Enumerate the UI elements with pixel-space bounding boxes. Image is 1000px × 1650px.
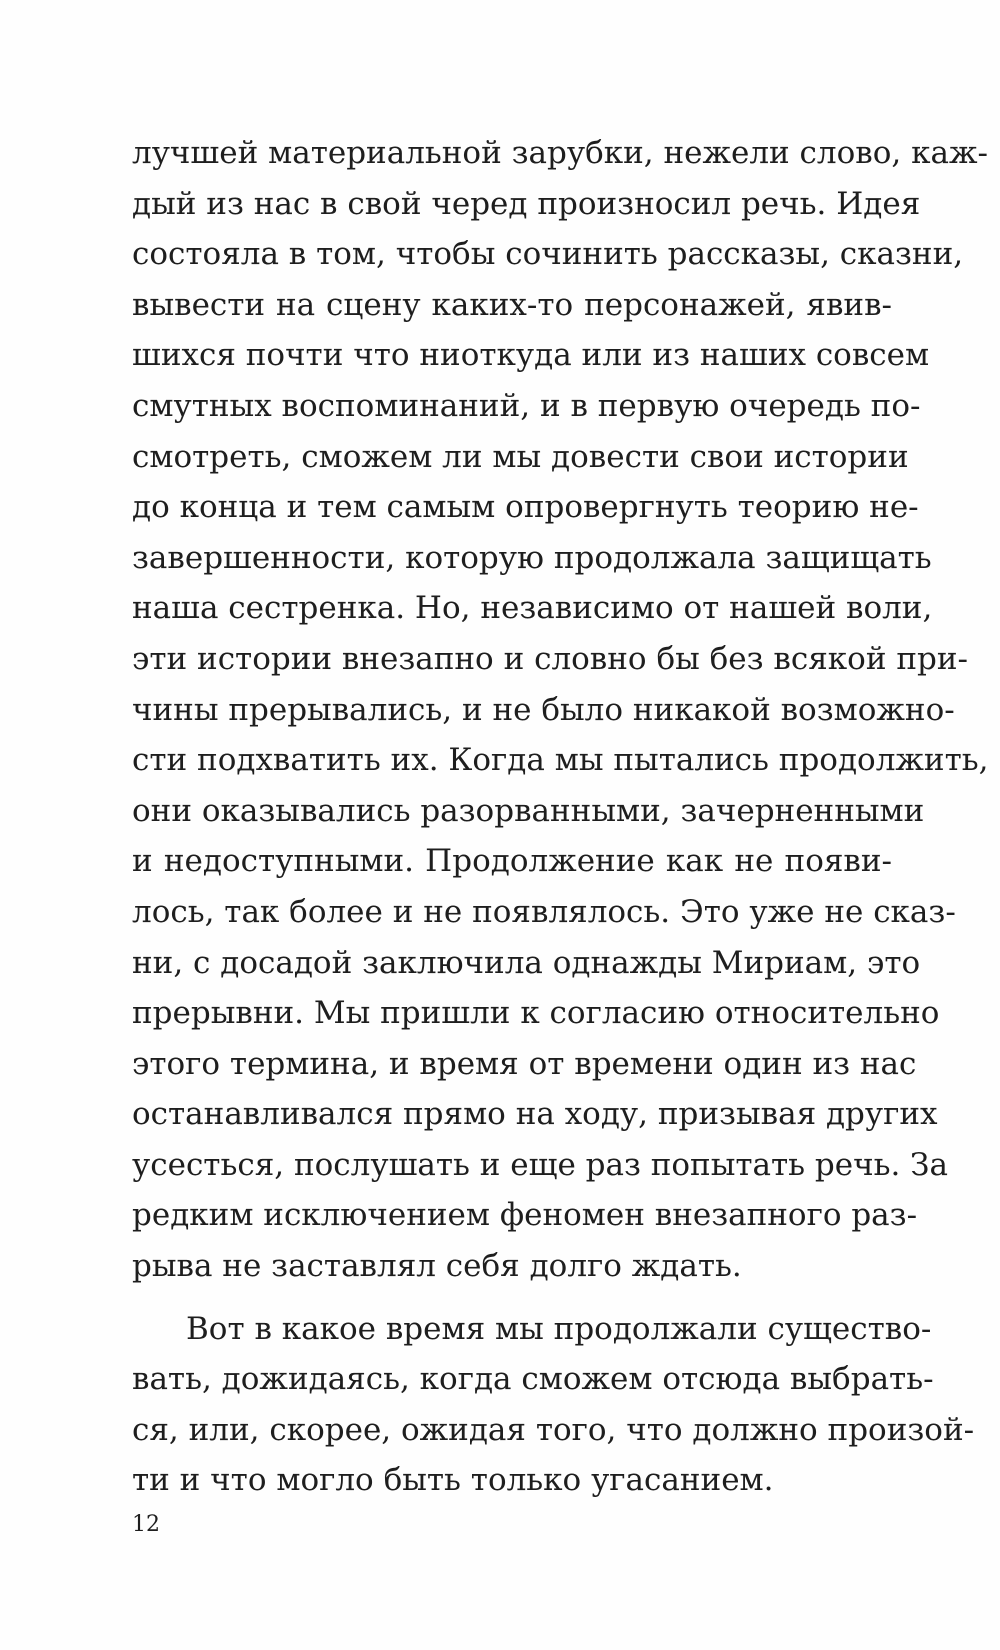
text-line: завершенности, которую продолжала защищать <box>132 539 932 576</box>
text-line: редким исключением феномен внезапного раз- <box>132 1197 918 1234</box>
text-line: вать, дожидаясь, когда сможем отсюда выбрать- <box>132 1361 934 1398</box>
text-line: останавливался прямо на ходу, призывая других <box>132 1096 938 1133</box>
paragraph-gap <box>132 1292 892 1304</box>
text-line: лучшей материальной зарубки, нежели слово, каж- <box>132 135 988 171</box>
paragraph-2 <box>132 1304 975 1506</box>
text-line: этого термина, и время от времени один из нас <box>132 1045 917 1082</box>
text-line: прерывни. Мы пришли к согласию относительно <box>132 995 940 1032</box>
text-line: до конца и тем самым опровергнуть теорию не- <box>132 489 919 526</box>
text-line: ти и что могло быть только угасанием. <box>132 1462 774 1499</box>
text-line: смотреть, сможем ли мы довести свои истории <box>132 438 909 475</box>
text-line: шихся почти что ниоткуда или из наших совсем <box>132 337 930 374</box>
text-line: ся, или, скорее, ожидая того, что должно произой- <box>132 1411 975 1448</box>
text-line: вывести на сцену каких-то персонажей, явив- <box>132 286 892 323</box>
text-line: смутных воспоминаний, и в первую очередь по- <box>132 387 921 424</box>
text-line: чины прерывались, и не было никакой возможно- <box>132 691 955 728</box>
text-line: дый из нас в свой черед произносил речь. Идея <box>132 185 921 222</box>
text-line: и недоступными. Продолжение как не появи- <box>132 843 892 880</box>
paragraph-1 <box>132 128 989 1292</box>
page-number: 12 <box>132 1512 160 1537</box>
text-line: они оказывались разорванными, зачерненными <box>132 792 925 829</box>
text-line: ни, с досадой заключила однажды Мириам, это <box>132 944 921 981</box>
text-line: Вот в какое время мы продолжали существо- <box>186 1310 932 1347</box>
text-line: сти подхватить их. Когда мы пытались продолжить, <box>132 742 989 779</box>
text-line: рыва не заставлял себя долго ждать. <box>132 1248 742 1285</box>
text-line: усесться, послушать и еще раз попытать речь. За <box>132 1146 948 1183</box>
text-line: лось, так более и не появлялось. Это уже не сказ- <box>132 893 956 930</box>
text-line: наша сестренка. Но, независимо от нашей воли, <box>132 590 933 627</box>
body-text <box>132 128 989 1506</box>
text-line: состояла в том, чтобы сочинить рассказы, сказни, <box>132 236 964 273</box>
text-line: эти истории внезапно и словно бы без всякой при- <box>132 640 968 677</box>
